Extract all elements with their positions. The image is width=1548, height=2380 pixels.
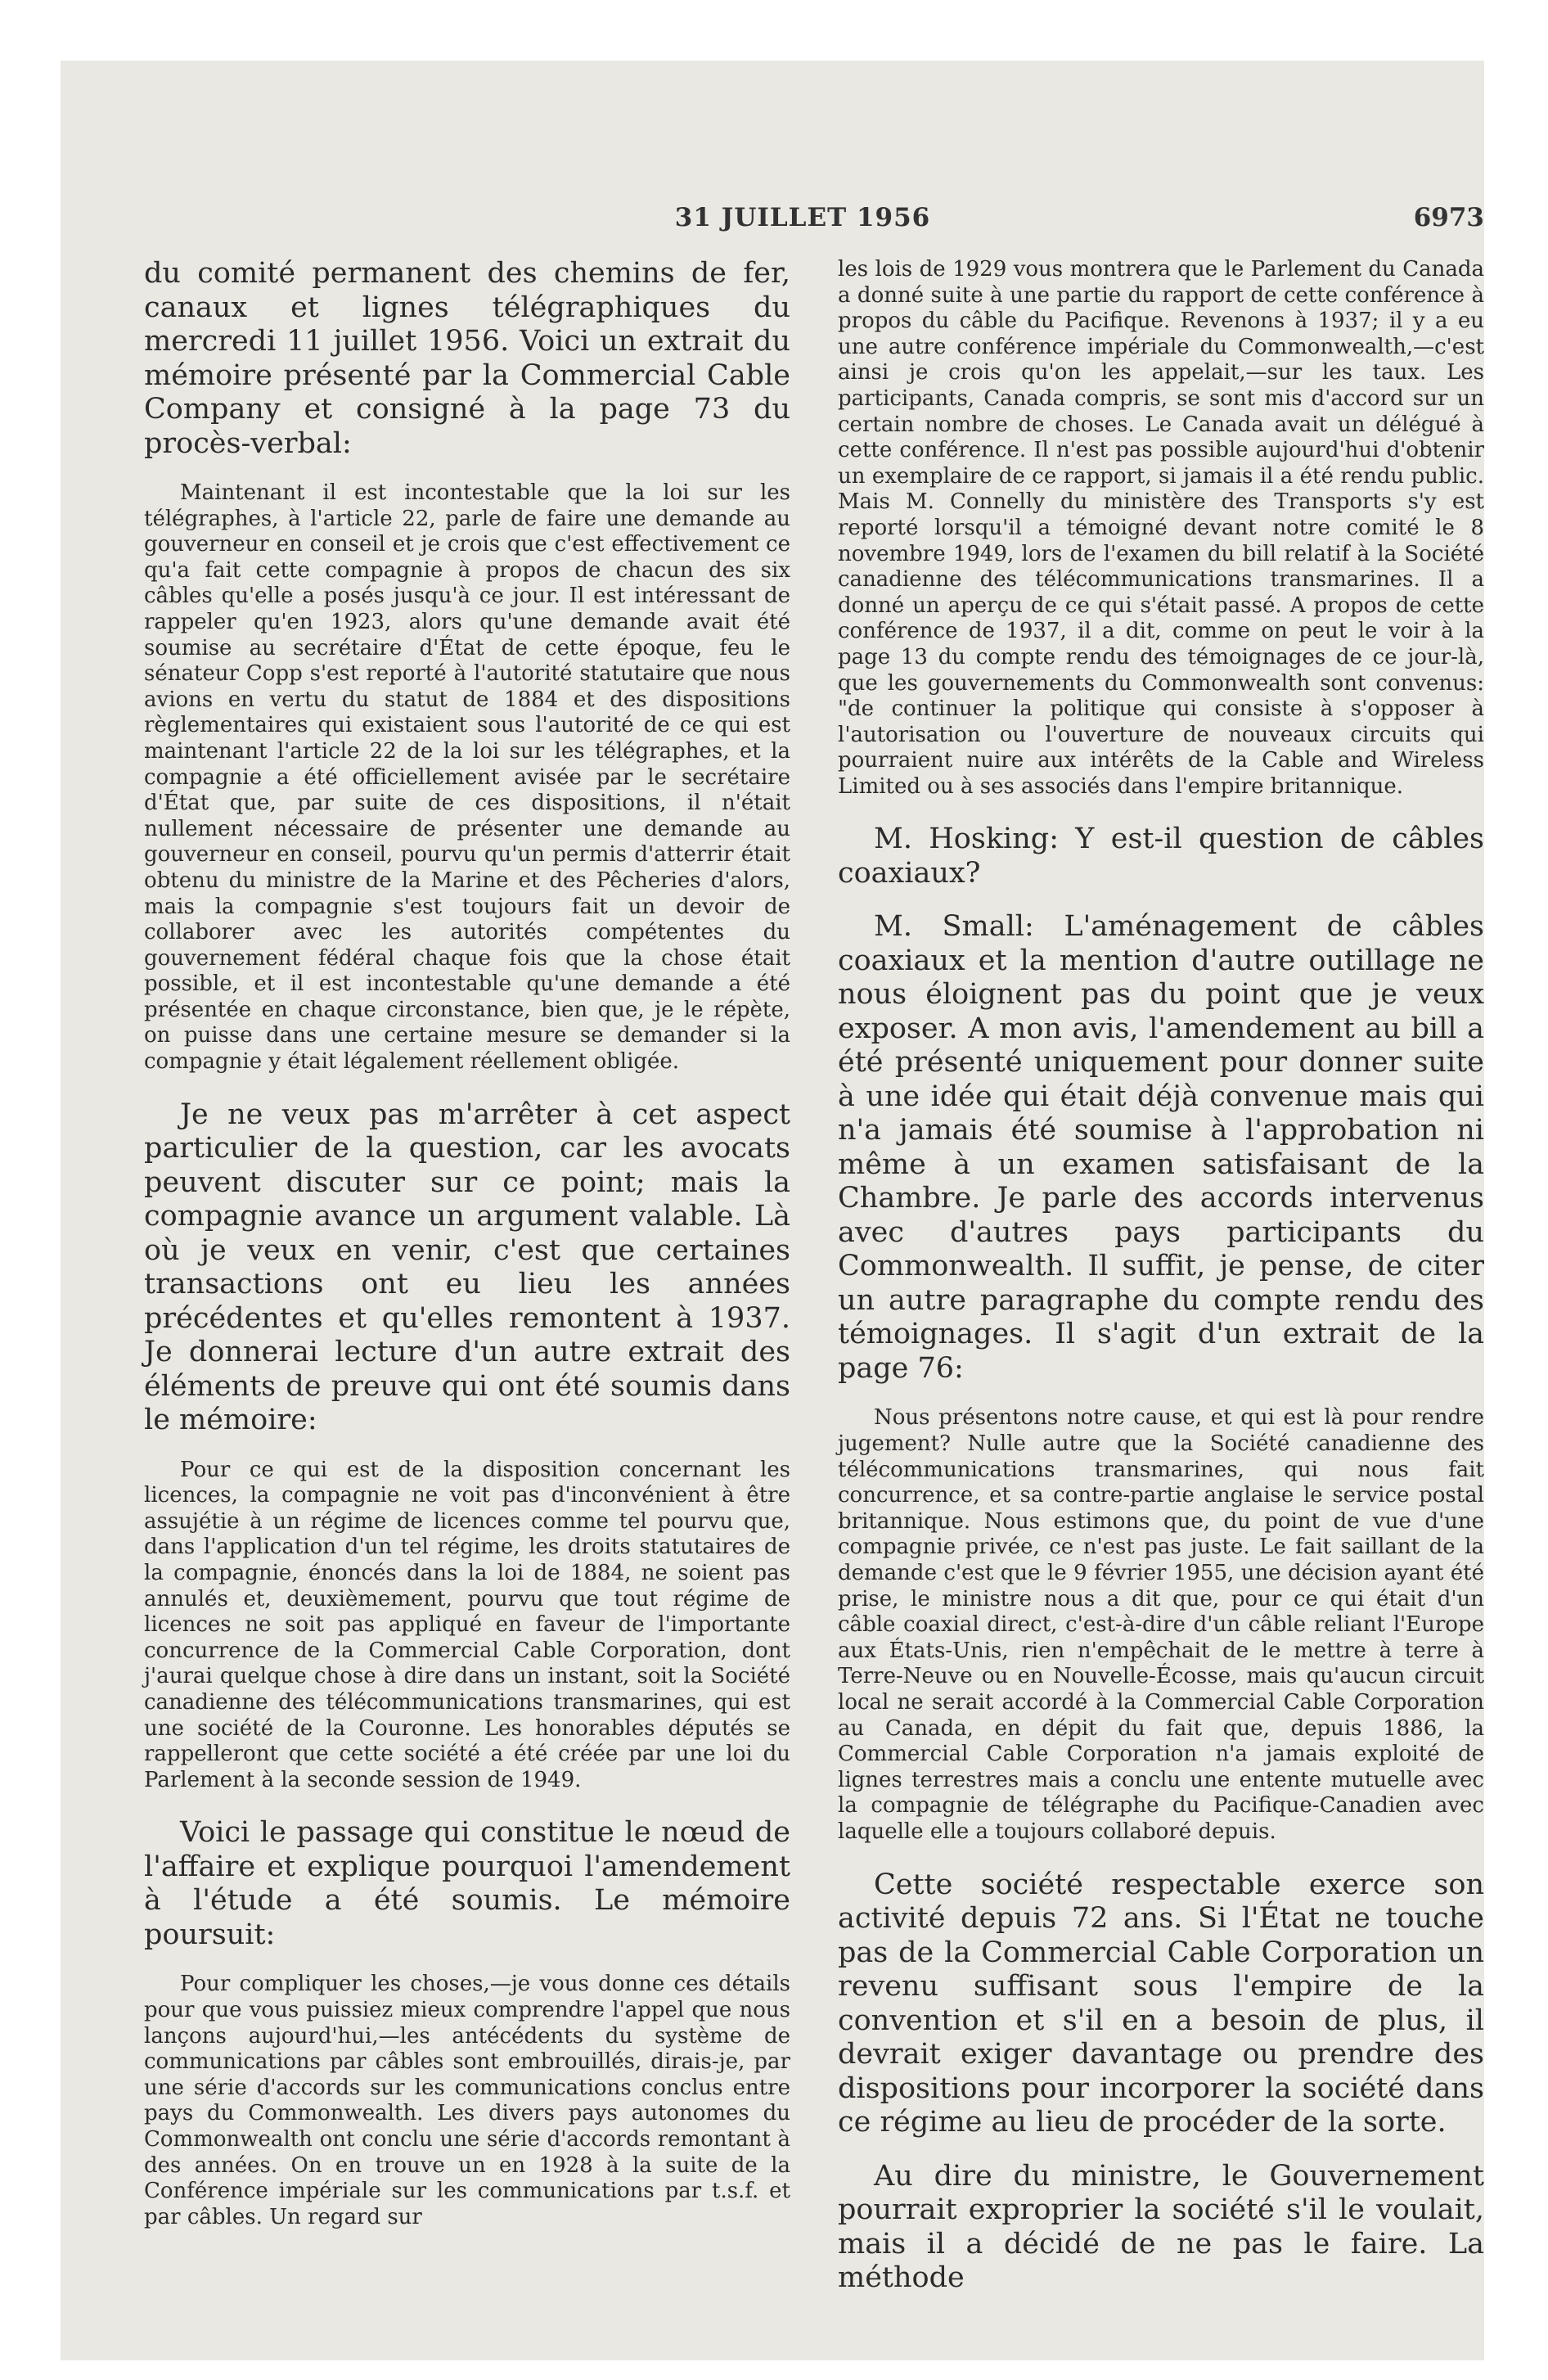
scanned-page [61, 61, 1484, 2360]
block-quote: Maintenant il est incontestable que la loi sur les télégraphes, à l'article 22, parle de faire une demande au gouverneur en conseil et je crois que c'est effectivement ce qu'a fait cette compagnie à propos de chacun des six câbles qu'elle a posés jusqu'à ce jour. Il est intéressant de rappeler qu'en 1923, alors qu'une demande avait été soumise au secrétaire d'État de cette époque, feu le sénateur Copp s'est reporté à l'autorité statutaire que nous avions en vertu du statut de 1884 et des dispositions règlementaires qui existaient sous l'autorité de ce qui est maintenant l'article 22 de la loi sur les télégraphes, et la compagnie a été officiellement avisée par le secrétaire d'État que, par suite de ces dispositions, il n'était nullement nécessaire de présenter une demande au gouverneur en conseil, pourvu qu'un permis d'atterrir était obtenu du ministre de la Marine et des Pêcheries d'alors, mais la compagnie s'est toujours fait un devoir de collaborer avec les autorités compétentes du gouvernement fédéral chaque fois que la chose était possible, et il est incontestable qu'une demande a été présentée en chaque circonstance, bien que, je le répète, on puisse dans une certaine mesure se demander si la compagnie y était légalement réellement obligée. [144, 480, 790, 1075]
paragraph: Voici le passage qui constitue le nœud de l'affaire et explique pourquoi l'amendement à l'étude a été soumis. Le mémoire poursuit: [144, 1816, 790, 1951]
page-header [121, 203, 1484, 244]
block-quote: Pour ce qui est de la disposition concernant les licences, la compagnie ne voit pas d'inconvénient à être assujétie à un régime de licences comme tel pourvu que, dans l'application d'un tel régime, les droits statutaires de la compagnie, énoncés dans la loi de 1884, ne soient pas annulés et, deuxièmement, pourvu que tout régime de licences ne soit pas appliqué en faveur de l'importante concurrence de la Commercial Cable Corporation, dont j'aurai quelque chose à dire dans un instant, soit la Société canadienne des télécommunications transmarines, qui est une société de la Couronne. Les honorables députés se rappelleront que cette société a été créée par une loi du Parlement à la seconde session de 1949. [144, 1457, 790, 1792]
page-date: 31 JUILLET 1956 [674, 203, 931, 232]
block-quote: les lois de 1929 vous montrera que le Parlement du Canada a donné suite à une partie du rapport de cette conférence à propos du câble du Pacifique. Revenons à 1937; il y a eu une autre conférence impériale du Commonwealth,—c'est ainsi je crois qu'on les appelait,—sur les taux. Les participants, Canada compris, se sont mis d'accord sur un certain nombre de choses. Le Canada avait un délégué à cette conférence. Il n'est pas possible aujourd'hui d'obtenir un exemplaire de ce rapport, si jamais il a été rendu public. Mais M. Connelly du ministère des Transports s'y est reporté lorsqu'il a témoigné devant notre comité le 8 novembre 1949, lors de l'examen du bill relatif à la Société canadienne des télécommunications transmarines. Il a donné un aperçu de ce qui s'était passé. A propos de cette conférence de 1937, il a dit, comme on peut le voir à la page 13 du compte rendu des témoignages de ce jour-là, que les gouvernements du Commonwealth sont convenus: "de continuer la politique qui consiste à s'opposer à l'autorisation ou l'ouverture de nouveaux circuits qui pourraient nuire aux intérêts de la Cable and Wireless Limited ou à ses associés dans l'empire britannique. [838, 257, 1484, 799]
paragraph: Au dire du ministre, le Gouvernement pourrait exproprier la société s'il le voulait, mais il a décidé de ne pas le faire. La méthode [838, 2159, 1484, 2295]
block-quote: Pour compliquer les choses,—je vous donne ces détails pour que vous puissiez mieux comprendre l'appel que nous lançons aujourd'hui,—les antécédents du système de communications par câbles sont embrouillés, dirais-je, par une série d'accords sur les communications conclus entre pays du Commonwealth. Les divers pays autonomes du Commonwealth ont conclu une série d'accords remontant à des années. On en trouve un en 1928 à la suite de la Conférence impériale sur les communications par t.s.f. et par câbles. Un regard sur [144, 1972, 790, 2229]
block-quote: Nous présentons notre cause, et qui est là pour rendre jugement? Nulle autre que la Société canadienne des télécommunications transmarines, qui nous fait concurrence, et sa contre-partie anglaise le service postal britannique. Nous estimons que, du point de vue d'une compagnie privée, ce n'est pas juste. Le fait saillant de la demande c'est que le 9 février 1955, une décision ayant été prise, le ministre nous a dit que, pour ce qui était d'un câble coaxial direct, c'est-à-dire d'un câble reliant l'Europe aux États-Unis, rien n'empêchait de le mettre à terre à Terre-Neuve ou en Nouvelle-Écosse, mais qu'aucun circuit local ne serait accordé à la Commercial Cable Corporation au Canada, en dépit du fait que, depuis 1886, la Commercial Cable Corporation n'a jamais exploité de lignes terrestres mais a conclu une entente mutuelle avec la compagnie de télégraphe du Pacifique-Canadien avec laquelle elle a toujours collaboré depuis. [838, 1405, 1484, 1844]
left-column [144, 257, 790, 2253]
page-number: 6973 [1413, 203, 1484, 232]
paragraph: Cette société respectable exerce son activité depuis 72 ans. Si l'État ne touche pas de la Commercial Cable Corporation un revenu suffisant sous l'empire de la convention et s'il en a besoin de plus, il devrait exiger davantage ou prendre des dispositions pour incorporer la société dans ce régime au lieu de procéder de la sorte. [838, 1868, 1484, 2139]
paragraph: du comité permanent des chemins de fer, canaux et lignes télégraphiques du mercredi 11 juillet 1956. Voici un extrait du mémoire présenté par la Commercial Cable Company et consigné à la page 73 du procès-verbal: [144, 257, 790, 460]
paragraph: Je ne veux pas m'arrêter à cet aspect particulier de la question, car les avocats peuvent discuter sur ce point; mais la compagnie avance un argument valable. Là où je veux en venir, c'est que certaines transactions ont eu lieu les années précédentes et qu'elles remontent à 1937. Je donnerai lecture d'un autre extrait des éléments de preuve qui ont été soumis dans le mémoire: [144, 1098, 790, 1437]
paragraph: M. Hosking: Y est-il question de câbles coaxiaux? [838, 823, 1484, 890]
right-column [838, 257, 1484, 2315]
paragraph: M. Small: L'aménagement de câbles coaxiaux et la mention d'autre outillage ne nous éloignent pas du point que je veux exposer. A mon avis, l'amendement au bill a été présenté uniquement pour donner suite à une idée qui était déjà convenue mais qui n'a jamais été soumise à l'approbation ni même à un examen satisfaisant de la Chambre. Je parle des accords intervenus avec d'autres pays participants du Commonwealth. Il suffit, je pense, de citer un autre paragraphe du compte rendu des témoignages. Il s'agit d'un extrait de la page 76: [838, 910, 1484, 1385]
